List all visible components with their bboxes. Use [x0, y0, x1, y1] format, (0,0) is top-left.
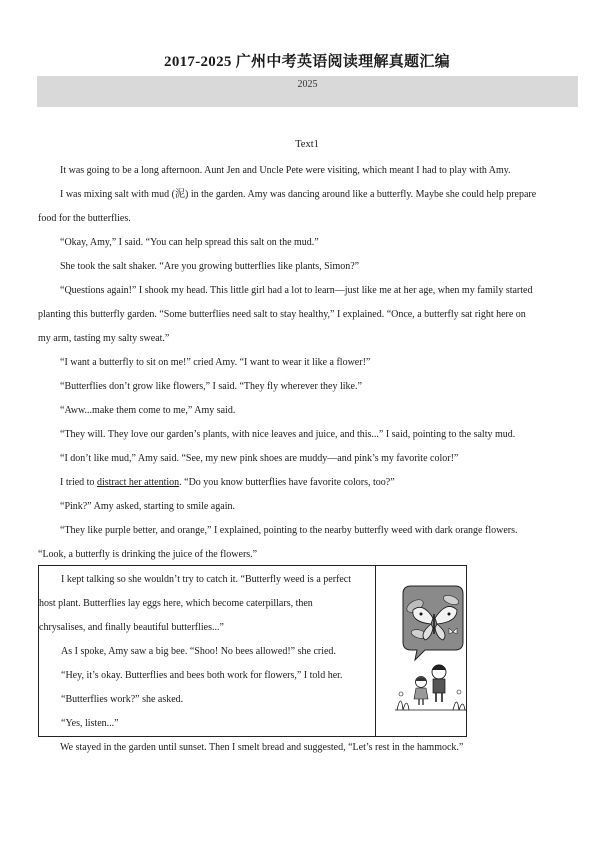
paragraph-continuation: chrysalises, and finally beautiful butterflies...” — [39, 622, 224, 633]
paragraph-continuation: planting this butterfly garden. “Some butterflies need salt to stay healthy,” I explained. “Once, a butterfly sat right here on — [38, 309, 526, 320]
year-banner — [37, 76, 578, 107]
paragraph: “Pink?” Amy asked, starting to smile again. — [60, 501, 235, 512]
boxed-text — [39, 568, 375, 736]
text-run: . “Do you know butterflies have favorite colors, too?” — [179, 477, 395, 488]
paragraph-continuation: “Look, a butterfly is drinking the juice of the flowers.” — [38, 549, 258, 560]
text-run: I tried to — [60, 477, 97, 488]
paragraph: “I want a butterfly to sit on me!” cried Amy. “I want to wear it like a flower!” — [60, 357, 371, 368]
paragraph-continuation: food for the butterflies. — [38, 213, 131, 224]
paragraph: “They like purple better, and orange,” I explained, pointing to the nearby butterfly weed with dark orange flowers. — [60, 525, 518, 536]
paragraph-with-underline — [38, 471, 578, 495]
boxed-passage — [38, 565, 467, 737]
paragraph: “Hey, it’s okay. Butterflies and bees both work for flowers,” I told her. — [61, 670, 343, 681]
paragraph: I was mixing salt with mud (泥) in the garden. Amy was dancing around like a butterfly. Maybe she could help prepare — [60, 189, 537, 200]
paragraph: I kept talking so she wouldn’t try to catch it. “Butterfly weed is a perfect — [61, 574, 352, 585]
section-label: Text1 — [295, 139, 319, 150]
paragraph: It was going to be a long afternoon. Aunt Jen and Uncle Pete were visiting, which meant I had to play with Amy. — [60, 165, 511, 176]
butterfly-garden-illustration-icon — [395, 584, 467, 714]
document-title: 2017-2025 广州中考英语阅读理解真题汇编 — [164, 54, 450, 70]
paragraph-continuation: host plant. Butterflies lay eggs here, which become caterpillars, then — [39, 598, 313, 609]
year-label: 2025 — [297, 79, 318, 90]
paragraph: “They will. They love our garden’s plants, with nice leaves and juice, and this...” I said, pointing to the salty mud. — [60, 429, 516, 440]
paragraph: As I spoke, Amy saw a big bee. “Shoo! No bees allowed!” she cried. — [61, 646, 336, 657]
paragraph: We stayed in the garden until sunset. Then I smelt bread and suggested, “Let’s rest in the hammock.” — [60, 742, 464, 753]
paragraph: “Butterflies don’t grow like flowers,” I said. “They fly wherever they like.” — [60, 381, 362, 392]
paragraph: “Questions again!” I shook my head. This little girl had a lot to learn—just like me at her age, when my family started — [60, 285, 533, 296]
box-divider — [375, 566, 376, 736]
passage-body — [38, 159, 578, 567]
paragraph: “Okay, Amy,” I said. “You can help spread this salt on the mud.” — [60, 237, 319, 248]
paragraph: She took the salt shaker. “Are you growing butterflies like plants, Simon?” — [60, 261, 360, 272]
paragraph: “Aww...make them come to me,” Amy said. — [60, 405, 236, 416]
closing-paragraph — [38, 736, 578, 760]
paragraph-continuation: my arm, tasting my salty sweat.” — [38, 333, 170, 344]
paragraph: “I don’t like mud,” Amy said. “See, my new pink shoes are muddy—and pink’s my favorite color!” — [60, 453, 459, 464]
underlined-phrase: distract her attention — [96, 477, 180, 488]
paragraph: “Butterflies work?” she asked. — [61, 694, 184, 705]
paragraph: “Yes, listen...” — [61, 718, 119, 729]
